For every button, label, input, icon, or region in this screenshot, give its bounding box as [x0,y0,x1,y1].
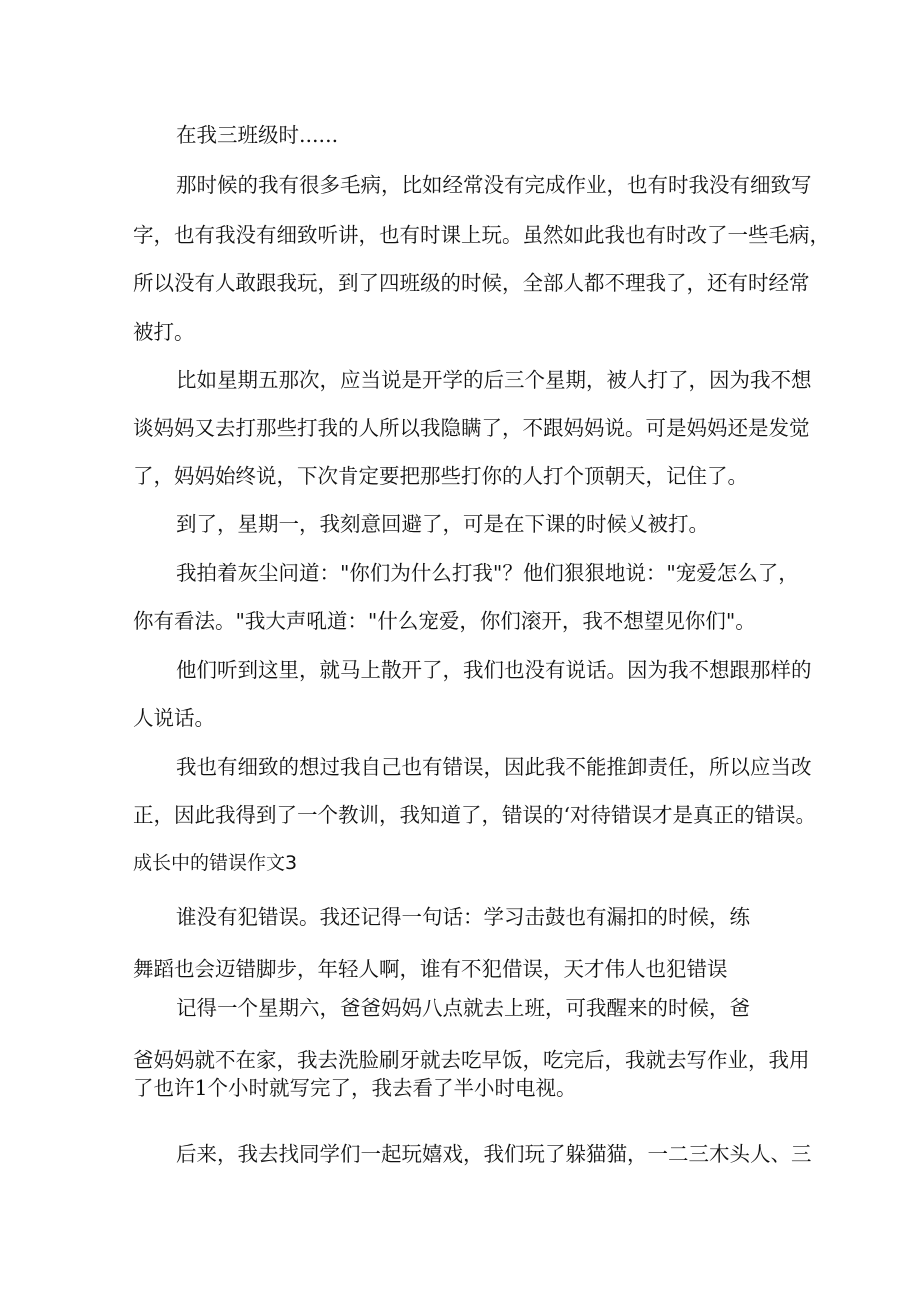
paragraph-line: 在我三班级时...... [176,123,339,147]
paragraph-line: 我也有细致的想过我自己也有错误，因此我不能推卸责任，所以应当改 [176,755,812,779]
paragraph-line: 了，妈妈始终说，下次肯定要把那些打你的人打个顶朝天，记住了。 [133,464,748,488]
paragraph-line: 人说话。 [133,706,215,730]
paragraph-line: 你有看法。"我大声吼道："什么宠爱，你们滚开，我不想望见你们"。 [133,609,756,633]
paragraph-line: 正，因此我得到了一个教训，我知道了，错误的‘对待错误才是真正的错误。 [133,803,817,827]
paragraph-line: 后来，我去找同学们一起玩嬉戏，我们玩了躲猫猫，一二三木头人、三 [176,1142,812,1166]
paragraph-line: 那时候的我有很多毛病，比如经常没有完成作业，也有时我没有细致写 [176,173,812,197]
paragraph-line: 了也许1个小时就写完了，我去看了半小时电视。 [133,1076,577,1100]
paragraph-line: 他们听到这里，就马上散开了，我们也没有说话。因为我不想跟那样的 [176,658,812,682]
paragraph-line: 被打。 [133,320,195,344]
section-heading: 成长中的错误作文3 [133,852,298,874]
paragraph-line: 舞蹈也会迈错脚步，年轻人啊，谁有不犯借误，天才伟人也犯错误 [133,957,728,981]
paragraph-line: 记得一个星期六，爸爸妈妈八点就去上班，可我醒来的时候，爸 [176,996,750,1020]
paragraph-line: 我拍着灰尘问道："你们为什么打我"？他们狠狠地说："宠爱怎么了， [176,561,799,585]
paragraph-line: 爸妈妈就不在家，我去洗脸刷牙就去吃早饭，吃完后，我就去写作业，我用 [133,1048,810,1072]
paragraph-line: 比如星期五那次，应当说是开学的后三个星期，被人打了，因为我不想 [176,368,812,392]
paragraph-line: 谈妈妈又去打那些打我的人所以我隐瞒了，不跟妈妈说。可是妈妈还是发觉 [133,416,810,440]
paragraph-line: 所以没有人敢跟我玩，到了四班级的时候，全部人都不理我了，还有时经常 [133,271,810,295]
paragraph-line: 到了，星期一，我刻意回避了，可是在下课的时候乂被打。 [176,512,709,536]
paragraph-line: 字，也有我没有细致听讲，也有时课上玩。虽然如此我也有时改了一些毛病， [133,223,830,247]
paragraph-line: 谁没有犯错误。我还记得一句话：学习击鼓也有漏扣的时候，练 [176,905,750,929]
